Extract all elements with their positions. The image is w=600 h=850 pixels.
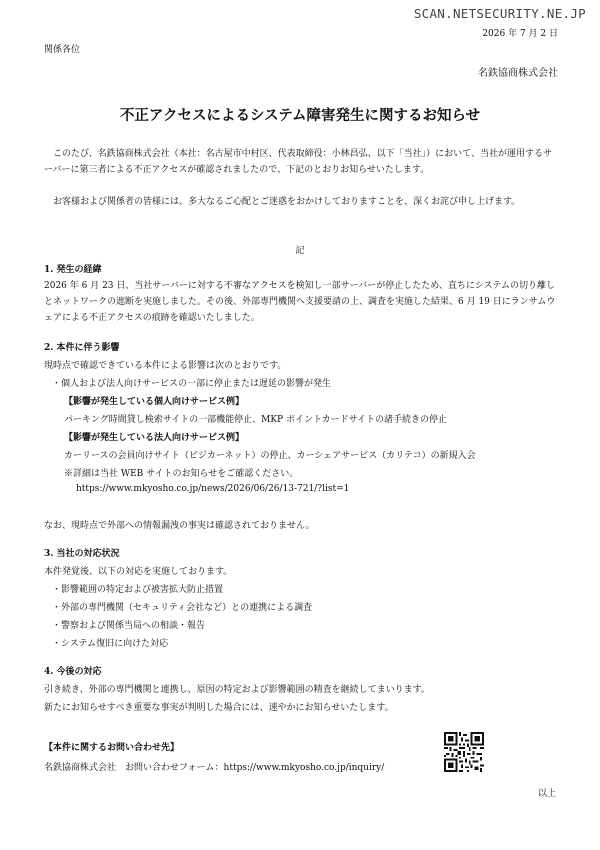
closing-mark: 以上	[537, 789, 556, 799]
section-3-lead: 本件発覚後、以下の対応を実施しております。	[44, 567, 233, 577]
news-url-link[interactable]: https://www.mkyosho.co.jp/news/2026/06/26/13-721/?list=1	[76, 484, 350, 494]
leak-status-note: なお、現時点で外部への情報漏洩の事実は確認されておりません。	[44, 521, 315, 531]
intro-paragraph-1: このたび、名鉄協商株式会社（本社：名古屋市中村区、代表取締役：小林昌弘、以下「当社」）において、当社が運用するサーバーに第三者による不正アクセスが確認されましたので、下記のとおりお知らせいたします。	[44, 149, 552, 175]
section-1-body: 2026 年 6 月 23 日、当社サーバーに対する不審なアクセスを検知し一部サーバーが停止したため、直ちにシステムの切り離しとネットワークの遮断を実施しました。その後、外部専門機関へ支援要請の上、調査を実施した結果、6 月 19 日にランサムウェアによる不正アクセスの痕跡を確認いたしました。	[44, 281, 556, 323]
personal-services-label: 【影響が発生している個人向けサービス例】	[64, 397, 245, 407]
response-item: ・システム復旧に向けた対応	[52, 639, 169, 649]
addressee: 関係各位	[44, 45, 81, 55]
section-4-line-1: 引き続き、外部の専門機関と連携し、原因の特定および影響範囲の精査を継続してまいります。	[44, 685, 430, 695]
details-note: ※詳細は当社 WEB サイトのお知らせをご確認ください。	[64, 469, 299, 479]
document-title: 不正アクセスによるシステム障害発生に関するお知らせ	[119, 107, 481, 124]
contact-heading: 【本件に関するお問い合わせ先】	[44, 743, 180, 753]
section-3-heading: 3. 当社の対応状況	[44, 549, 120, 559]
ki-marker: 記	[295, 246, 305, 256]
section-2-lead: 現時点で確認できている本件による影響は次のとおりです。	[44, 361, 287, 371]
section-4-line-2: 新たにお知らせすべき重要な事実が判明した場合には、速やかにお知らせいたします。	[44, 703, 394, 713]
response-item: ・外部の専門機関（セキュリティ会社など）との連携による調査	[52, 603, 313, 613]
section-2-bullet: ・個人および法人向けサービスの一部に停止または遅延の影響が発生	[52, 379, 332, 389]
section-1-heading: 1. 発生の経緯	[44, 265, 102, 275]
corporate-services-body: カーリースの会員向けサイト（ビジカーネット）の停止、カーシェアサービス（カリテコ）の新規入会	[64, 451, 476, 461]
response-item: ・影響範囲の特定および被害拡大防止措置	[52, 585, 224, 595]
watermark: SCAN.NETSECURITY.NE.JP	[413, 6, 586, 21]
qr-code-icon	[444, 732, 484, 772]
contact-line[interactable]: 名鉄協商株式会社 お問い合わせフォーム：https://www.mkyosho.co.jp/inquiry/	[44, 763, 385, 773]
corporate-services-label: 【影響が発生している法人向けサービス例】	[64, 433, 245, 443]
section-2-heading: 2. 本件に伴う影響	[44, 343, 120, 353]
document-date: 2026 年 7 月 2 日	[482, 29, 558, 39]
personal-services-body: パーキング時間貸し検索サイトの一部機能停止、MKP ポイントカードサイトの諸手続きの停止	[64, 415, 448, 425]
section-4-heading: 4. 今後の対応	[44, 667, 102, 677]
issuer-name: 名鉄協商株式会社	[478, 68, 558, 79]
response-item: ・警察および関係当局への相談・報告	[52, 621, 206, 631]
intro-paragraph-2: お客様および関係者の皆様には、多大なるご心配とご迷惑をおかけしておりますことを、深くお詫び申し上げます。	[53, 197, 521, 207]
